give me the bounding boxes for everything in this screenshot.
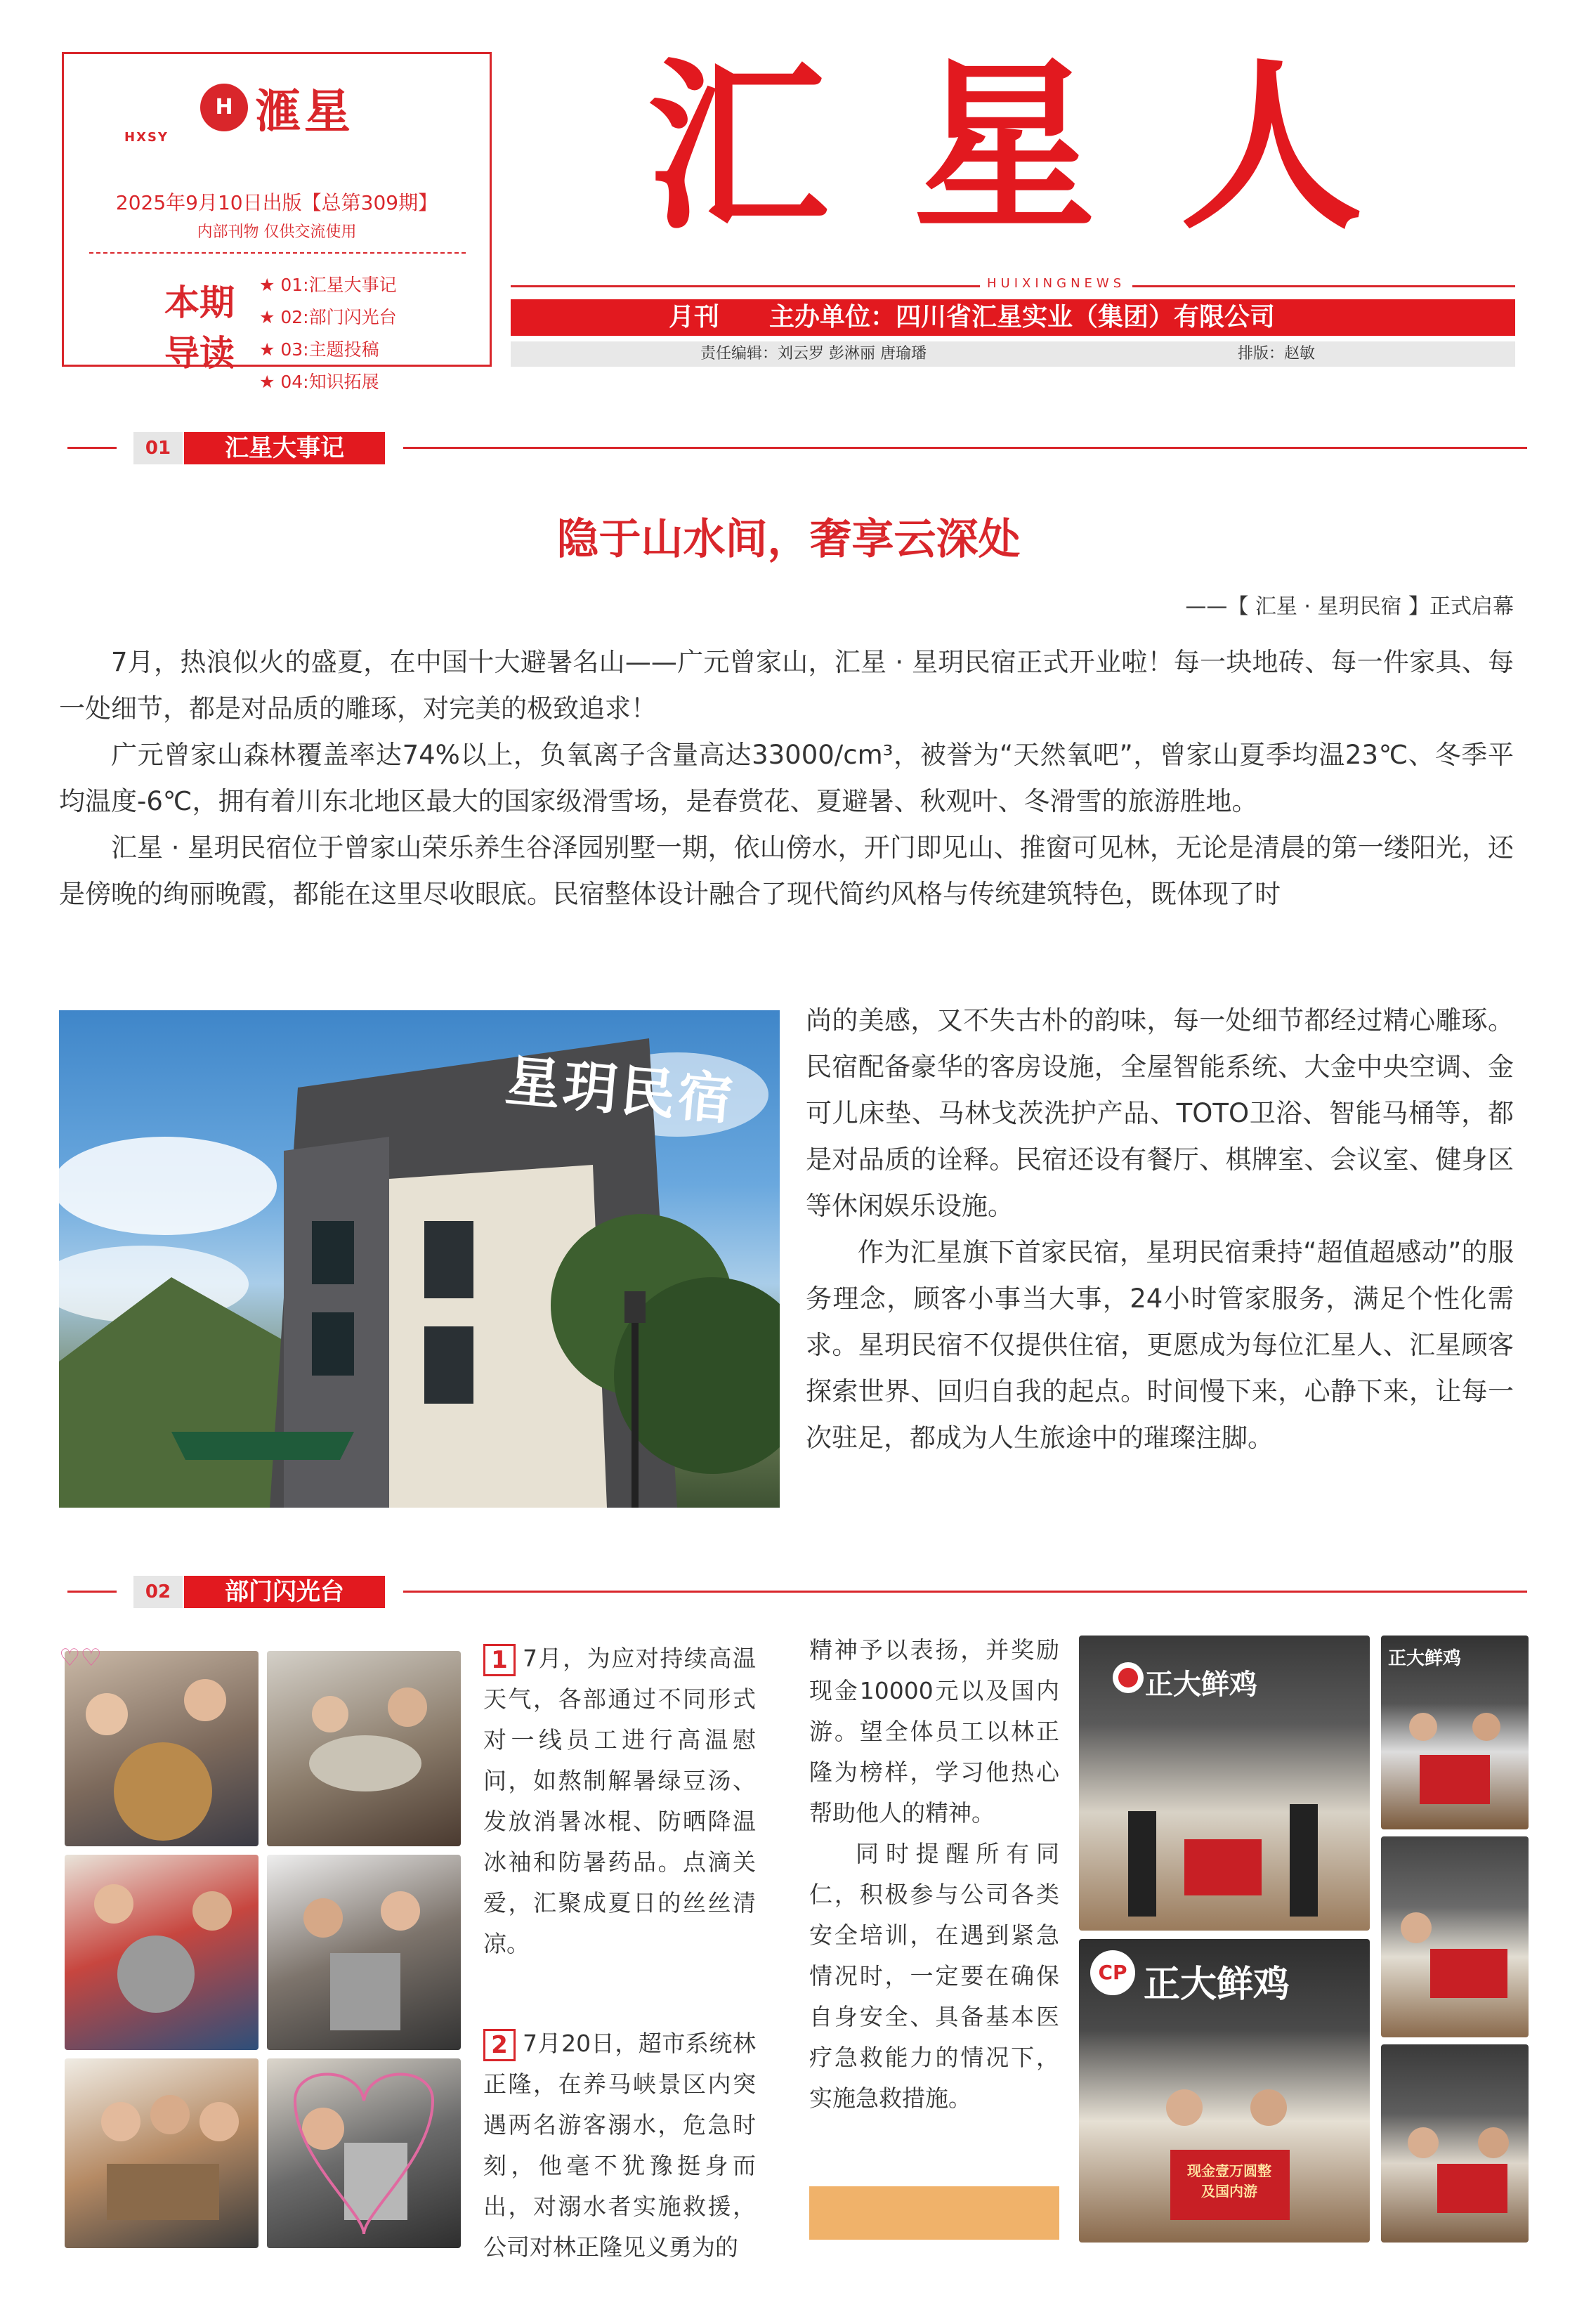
photo-cooling-2 <box>267 1651 461 1846</box>
banner-text-2: 及国内游 <box>1201 2183 1257 2200</box>
section-2-rule-left <box>67 1591 117 1593</box>
article-body <box>59 639 1514 918</box>
internal-note: 内部刊物 仅供交流使用 <box>197 223 357 241</box>
guide-list <box>259 269 397 398</box>
article-paragraph-continued: 尚的美感，又不失古朴的韵味，每一处细节都经过精心雕琢。民宿配备豪华的客房设施，全屋智能系统、大金中央空调、金可儿床垫、马林戈茨洗护产品、TOTO卫浴、智能马桶等，都是对品质的诠释。民宿还设有餐厅、棋牌室、会议室、健身区等休闲娱乐设施。 <box>806 1005 1514 1221</box>
brand-abbr: HXSY <box>124 130 169 145</box>
cp-badge-icon: CP <box>1090 1950 1135 1995</box>
guide-title-line-2: 导读 <box>164 332 235 374</box>
layout-credit: 排版：赵敏 <box>1238 345 1316 363</box>
section-1-rule-right <box>403 447 1527 449</box>
item-2-continued-block <box>809 1630 1059 2119</box>
photo-cooling-5-illustration <box>65 2058 259 2248</box>
star-icon: ★ <box>259 275 281 295</box>
item-1-text: 1 7月，为应对持续高温天气，各部通过不同形式对一线员工进行高温慰问，如熬制解暑绿豆汤、发放消暑冰棍、防晒降温冰袖和防暑药品。点滴关爱，汇聚成夏日的丝丝清凉。 <box>483 1645 756 1957</box>
heart-doodle-icon: ♡♡ <box>59 1644 102 1672</box>
star-icon: ★ <box>259 339 281 360</box>
decorative-orange-bar <box>809 2186 1059 2240</box>
section-1-number: 01 <box>133 432 183 464</box>
photo-cooling-1 <box>65 1651 259 1846</box>
article-headline: 隐于山水间，奢享云深处 <box>556 515 1021 564</box>
brand-logo-text: 滙星 <box>255 84 353 138</box>
store-sign-2: 正大鲜鸡 <box>1144 1964 1290 2006</box>
section-2-title[interactable]: 部门闪光台 <box>184 1576 385 1608</box>
article-subheadline: ——【 汇星 · 星玥民宿 】正式启幕 <box>1185 594 1514 619</box>
award-photo-4 <box>1381 1836 1529 2037</box>
photo-cooling-3-illustration <box>65 1855 259 2050</box>
guide-title-line-1: 本期 <box>164 282 235 323</box>
item-2-text: 2 7月20日，超市系统林正隆，在养马峡景区内突遇两名游客溺水，危急时刻，他毫不犹豫挺身而出，对溺水者实施救援，公司对林正隆见义勇为的 <box>483 2030 756 2261</box>
credits-bar <box>511 341 1515 367</box>
article-paragraph: 7月，热浪似火的盛夏，在中国十大避暑名山——广元曾家山，汇星 · 星玥民宿正式开业啦！每一块地砖、每一件家具、每一处细节，都是对品质的雕琢，对完美的极致追求！ <box>59 647 1514 724</box>
guide-item[interactable]: ★ 04:知识拓展 <box>259 372 379 392</box>
guide-item[interactable]: ★ 01:汇星大事记 <box>259 275 397 295</box>
hotel-sign: 星玥民宿 <box>503 1048 738 1133</box>
editors-credit: 责任编辑：刘云罗 彭淋丽 唐瑜璠 <box>700 345 927 363</box>
photo-cooling-1-illustration <box>65 1651 259 1846</box>
photo-cooling-6 <box>267 2058 461 2248</box>
article-body-right <box>806 998 1514 1461</box>
frequency-label: 月刊 <box>669 303 720 332</box>
item-2-block <box>483 2023 756 2268</box>
section-1-title[interactable]: 汇星大事记 <box>184 432 385 464</box>
guide-title <box>147 278 252 379</box>
issue-date: 2025年9月10日出版【总第309期】 <box>115 191 438 214</box>
photo-cooling-3 <box>65 1855 259 2050</box>
english-name: HUIXINGNEWS <box>980 276 1132 291</box>
store-sign-3: 正大鲜鸡 <box>1388 1648 1462 1669</box>
item-3-text: 同时提醒所有同仁，积极参与公司各类安全培训，在遇到紧急情况时，一定要在确保自身安全、具备基本医疗急救能力的情况下，实施急救措施。 <box>809 1840 1059 2112</box>
item-1-number: 1 <box>483 1644 516 1676</box>
award-photo-5-illustration <box>1381 2044 1529 2243</box>
sponsor-banner <box>511 299 1515 336</box>
photo-cooling-5 <box>65 2058 259 2248</box>
item-1-block <box>483 1638 756 1964</box>
dashed-divider <box>89 252 466 254</box>
section-1-rule-left <box>67 447 117 449</box>
banner-text <box>1173 2160 1285 2200</box>
store-sign-1: 正大鲜鸡 <box>1145 1669 1257 1701</box>
award-photo-5 <box>1381 2044 1529 2243</box>
guide-item[interactable]: ★ 03:主题投稿 <box>259 339 379 360</box>
sponsor-label: 主办单位：四川省汇星实业（集团）有限公司 <box>769 303 1276 332</box>
star-icon: ★ <box>259 307 281 327</box>
masthead-logo-box <box>62 52 492 392</box>
section-2-number: 02 <box>133 1576 183 1608</box>
article-paragraph: 汇星 · 星玥民宿位于曾家山荣乐养生谷泽园别墅一期，依山傍水，开门即见山、推窗可见林，无论是清晨的第一缕阳光，还是傍晚的绚丽晚霞，都能在这里尽收眼底。民宿整体设计融合了现代简约风格与传统建筑特色，既体现了时 <box>59 833 1514 909</box>
article-paragraph: 作为汇星旗下首家民宿，星玥民宿秉持“超值超感动”的服务理念，顾客小事当大事，24小时管家服务，满足个性化需求。星玥民宿不仅提供住宿，更愿成为每位汇星人、汇星顾客探索世界、回归自我的起点。时间慢下来，心静下来，让每一次驻足，都成为人生旅途中的璀璨注脚。 <box>806 1237 1514 1453</box>
banner-text-1: 现金壹万圆整 <box>1187 2162 1271 2179</box>
award-photo-4-illustration <box>1381 1836 1529 2037</box>
magazine-title: 汇星人 <box>646 40 1447 254</box>
star-icon: ★ <box>259 372 281 392</box>
photo-cooling-2-illustration <box>267 1651 461 1846</box>
photo-cooling-4-illustration <box>267 1855 461 2050</box>
item-2-number: 2 <box>483 2029 516 2061</box>
item-2-continued: 精神予以表扬，并奖励现金10000元以及国内游。望全体员工以林正隆为榜样，学习他热心帮助他人的精神。 <box>809 1636 1059 1827</box>
hxsy-logo-icon: H <box>200 84 248 131</box>
guide-item[interactable]: ★ 02:部门闪光台 <box>259 307 397 327</box>
photo-cooling-6-illustration <box>267 2058 461 2248</box>
article-paragraph: 广元曾家山森林覆盖率达74%以上，负氧离子含量高达33000/cm³，被誉为“天然氧吧”，曾家山夏季均温23℃、冬季平均温度-6℃，拥有着川东北地区最大的国家级滑雪场，是春赏花、夏避暑、秋观叶、冬滑雪的旅游胜地。 <box>59 740 1514 816</box>
photo-cooling-4 <box>267 1855 461 2050</box>
section-2-rule-right <box>403 1591 1527 1593</box>
